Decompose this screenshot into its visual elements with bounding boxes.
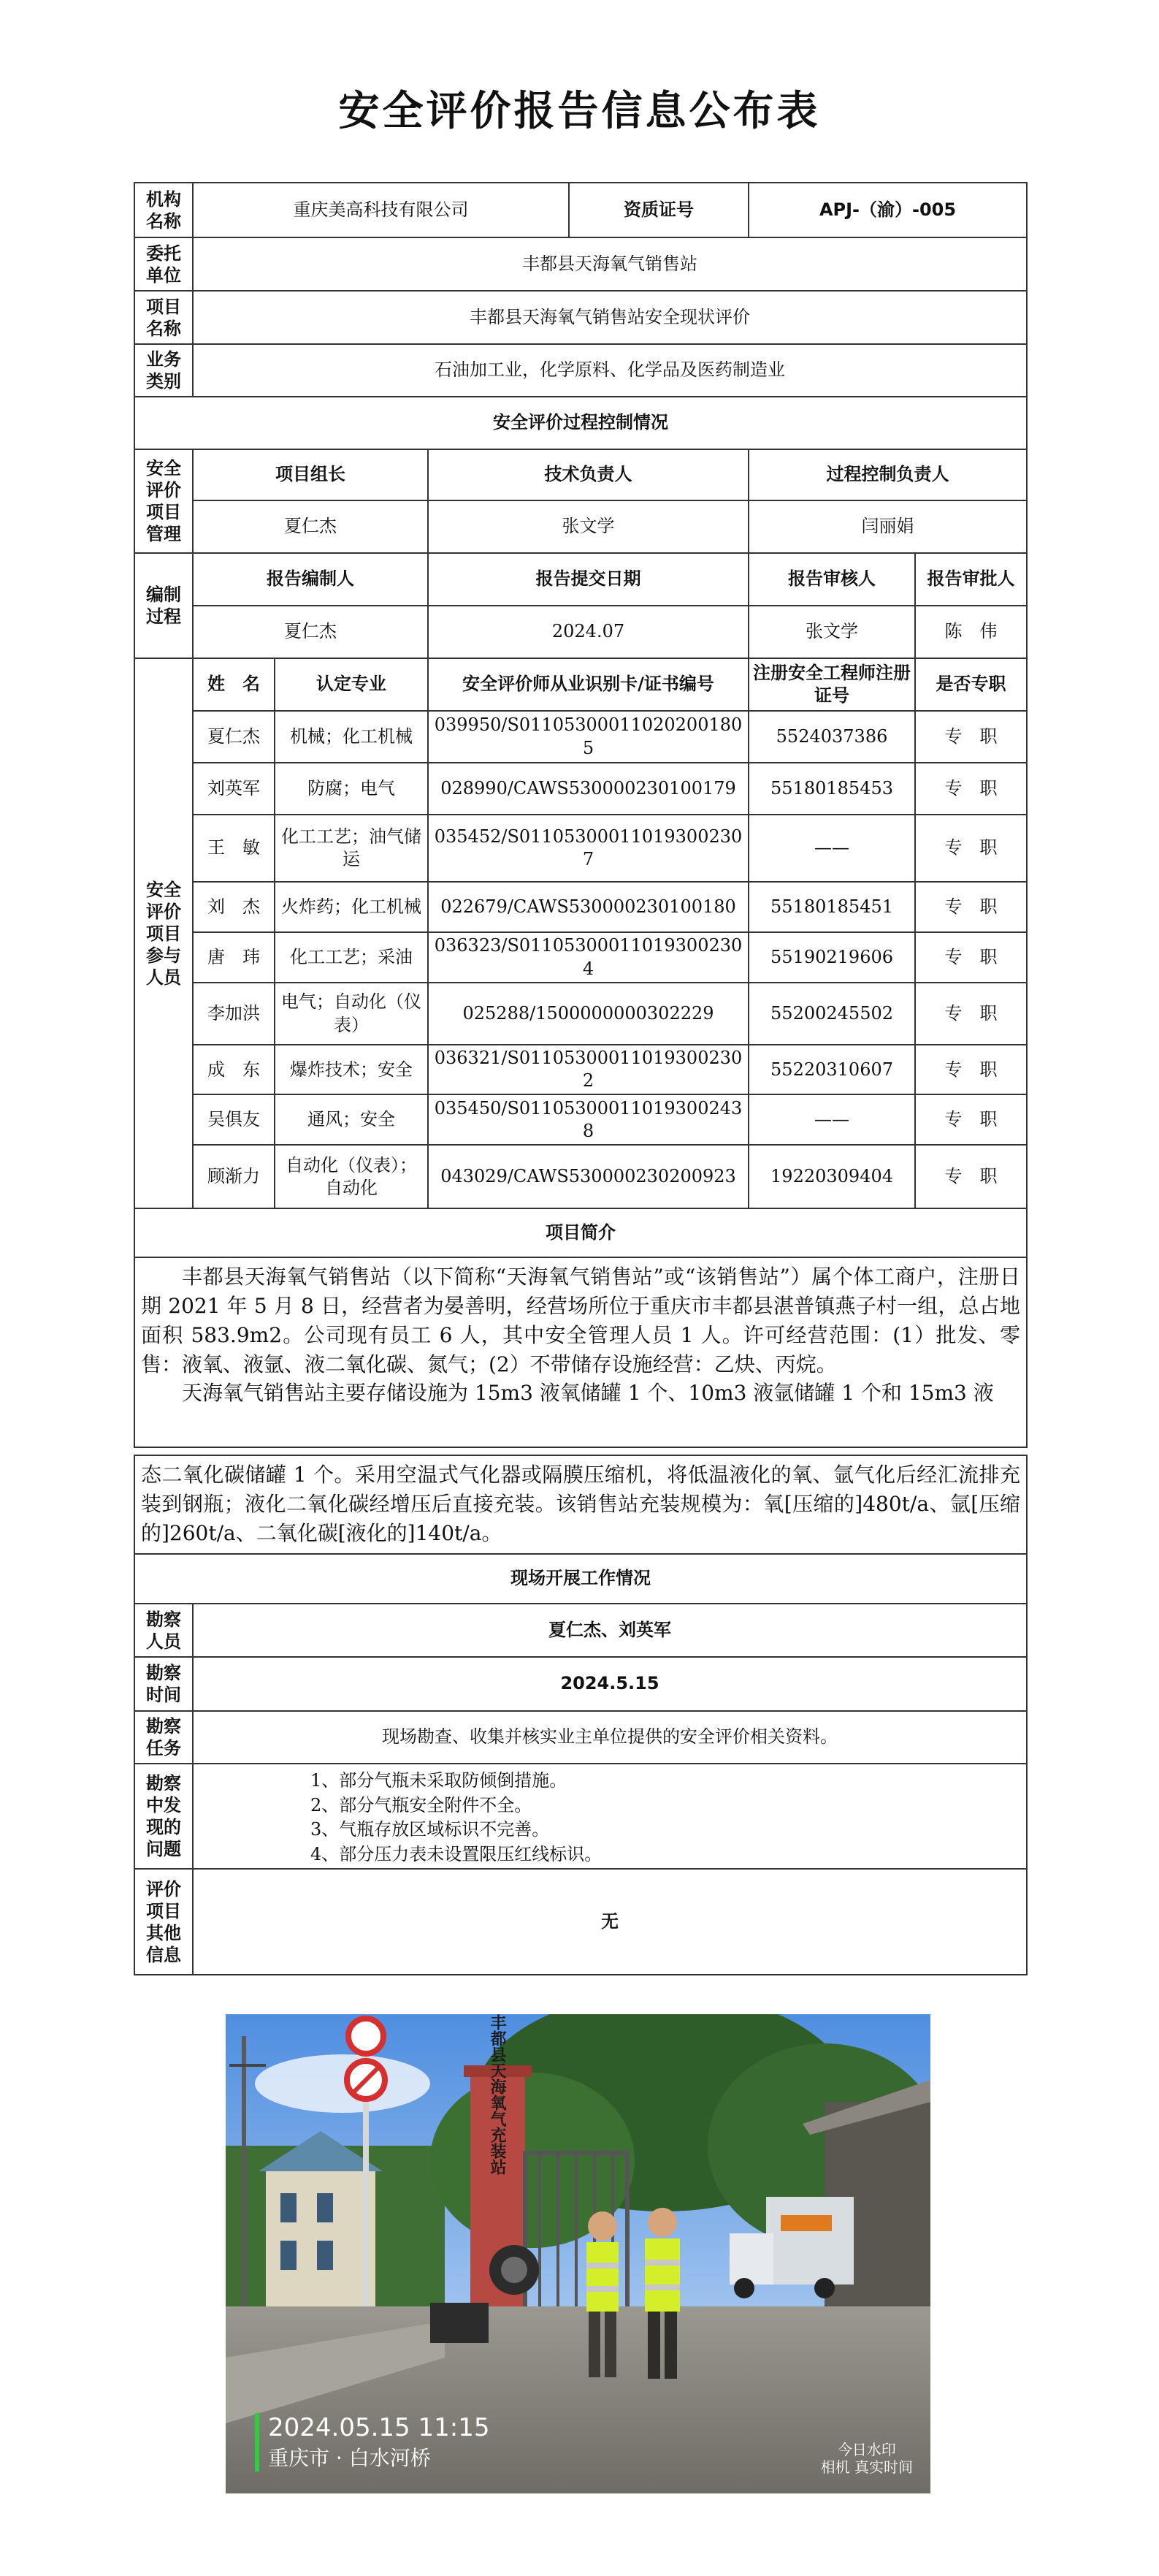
survey-time-label: 勘察时间 — [134, 1657, 193, 1711]
compile-label: 编制过程 — [134, 553, 193, 658]
staff-card: 028990/CAWS530000230100179 — [428, 763, 749, 815]
staff-major: 防腐；电气 — [275, 763, 428, 815]
table-row — [134, 882, 1027, 932]
staff-header-reg: 注册安全工程师注册证号 — [749, 658, 915, 711]
staff-fulltime: 专 职 — [915, 882, 1027, 932]
staff-header-card: 安全评价师从业识别卡/证书编号 — [428, 658, 749, 711]
staff-reg: 55180185451 — [749, 882, 915, 932]
mgmt-label: 安全评价项目管理 — [134, 449, 193, 553]
issues-label: 勘察中发现的问题 — [134, 1764, 193, 1869]
issues-list — [193, 1764, 1027, 1869]
gate-sign-text: 丰都县天海氧气充装站 — [488, 2014, 507, 2175]
staff-major: 爆炸技术；安全 — [275, 1045, 428, 1094]
timestamp-text: 2024.05.15 11:15 — [268, 2413, 490, 2442]
survey-time-value: 2024.5.15 — [193, 1657, 1027, 1711]
survey-people-value: 夏仁杰、刘英军 — [193, 1604, 1027, 1657]
compile-value-date: 2024.07 — [428, 606, 749, 658]
info-table-1 — [134, 182, 1028, 1448]
survey-task-label: 勘察任务 — [134, 1711, 193, 1764]
mgmt-value-leader: 夏仁杰 — [193, 500, 428, 553]
other-info-value: 无 — [193, 1869, 1027, 1975]
intro-paragraph-2: 天海氧气销售站主要存储设施为 15m3 液氧储罐 1 个、10m3 液氩储罐 1 个和 15m3 液 — [182, 1381, 994, 1406]
staff-reg: 55220310607 — [749, 1045, 915, 1094]
staff-fulltime: 专 职 — [915, 711, 1027, 763]
list-item: 2、部分气瓶安全附件不全。 — [310, 1794, 532, 1815]
staff-fulltime: 专 职 — [915, 763, 1027, 815]
org-value: 重庆美高科技有限公司 — [193, 183, 569, 237]
staff-fulltime: 专 职 — [915, 1045, 1027, 1094]
info-table-2 — [134, 1455, 1028, 1975]
table-row — [134, 1045, 1027, 1094]
table-row — [134, 815, 1027, 882]
intro-paragraph-2-cont: 态二氧化碳储罐 1 个。采用空温式气化器或隔膜压缩机，将低温液化的氧、氩气化后经汇流排充装到钢瓶；液化二氧化碳经增压后直接充装。该销售站充装规模为：氧[压缩的]480t/a、氩[压缩的]260t/a、二氧化碳[液化的]140t/a。 — [141, 1463, 1021, 1545]
org-label: 机构名称 — [134, 183, 193, 237]
site-work-title: 现场开展工作情况 — [134, 1554, 1027, 1604]
table-row — [134, 1145, 1027, 1208]
other-info-label: 评价项目其他信息 — [134, 1869, 193, 1975]
compile-header-approver: 报告审批人 — [915, 553, 1027, 606]
survey-people-label: 勘察人员 — [134, 1604, 193, 1657]
staff-reg: —— — [749, 815, 915, 882]
intro-title: 项目简介 — [134, 1208, 1027, 1257]
cert-value: APJ-（渝）-005 — [749, 183, 1027, 237]
staff-major: 化工工艺；采油 — [275, 932, 428, 983]
table-row — [134, 763, 1027, 815]
project-label: 项目名称 — [134, 291, 193, 344]
staff-major: 火炸药；化工机械 — [275, 882, 428, 932]
staff-name: 夏仁杰 — [193, 711, 275, 763]
staff-name: 王 敏 — [193, 815, 275, 882]
staff-card: 035452/S011053000110193002307 — [428, 815, 749, 882]
staff-reg: 55180185453 — [749, 763, 915, 815]
staff-card: 039950/S011053000110202001805 — [428, 711, 749, 763]
staff-name: 唐 玮 — [193, 932, 275, 983]
process-section-title: 安全评价过程控制情况 — [134, 397, 1027, 449]
camera-watermark — [821, 2441, 913, 2476]
table-row — [134, 1094, 1027, 1145]
watermark-line-2: 相机 真实时间 — [820, 2458, 913, 2476]
staff-card: 035450/S011053000110193002438 — [428, 1094, 749, 1145]
cert-label: 资质证号 — [569, 183, 749, 237]
staff-name: 刘英军 — [193, 763, 275, 815]
staff-major: 自动化（仪表）；自动化 — [275, 1145, 428, 1208]
compile-value-author: 夏仁杰 — [193, 606, 428, 658]
staff-reg: 5524037386 — [749, 711, 915, 763]
compile-value-reviewer: 张文学 — [749, 606, 915, 658]
compile-header-reviewer: 报告审核人 — [749, 553, 915, 606]
survey-task-value: 现场勘查、收集并核实业主单位提供的安全评价相关资料。 — [193, 1711, 1027, 1764]
client-value: 丰都县天海氧气销售站 — [193, 237, 1027, 291]
compile-value-approver: 陈 伟 — [915, 606, 1027, 658]
compile-header-date: 报告提交日期 — [428, 553, 749, 606]
mgmt-value-tech: 张文学 — [428, 500, 749, 553]
staff-name: 刘 杰 — [193, 882, 275, 932]
staff-major: 化工工艺；油气储运 — [275, 815, 428, 882]
watermark-line-1: 今日水印 — [837, 2441, 896, 2458]
table-row — [134, 711, 1027, 763]
staff-major: 通风；安全 — [275, 1094, 428, 1145]
business-label: 业务类别 — [134, 344, 193, 397]
staff-major: 机械；化工机械 — [275, 711, 428, 763]
business-value: 石油加工业，化学原料、化学品及医药制造业 — [193, 344, 1027, 397]
mgmt-header-leader: 项目组长 — [193, 449, 428, 500]
staff-fulltime: 专 职 — [915, 1145, 1027, 1208]
project-value: 丰都县天海氧气销售站安全现状评价 — [193, 291, 1027, 344]
staff-fulltime: 专 职 — [915, 1094, 1027, 1145]
intro-paragraph-1: 丰都县天海氧气销售站（以下简称“天海氧气销售站”或“该销售站”）属个体工商户，注册日期 2021 年 5 月 8 日，经营者为晏善明，经营场所位于重庆市丰都县湛普镇燕子村一组，总占地面积 583.9m2。公司现有员工 6 人，其中安全管理人员 1 人。许可经营范围：(1）批发、零售：液氧、液氩、液二氧化碳、氮气；(2）不带储存设施经营：乙炔、丙烷。 — [141, 1265, 1021, 1376]
staff-reg: —— — [749, 1094, 915, 1145]
staff-name: 顾渐力 — [193, 1145, 275, 1208]
mgmt-header-tech: 技术负责人 — [428, 449, 749, 500]
staff-reg: 55200245502 — [749, 983, 915, 1045]
staff-card: 036323/S011053000110193002304 — [428, 932, 749, 983]
staff-name: 吴俱友 — [193, 1094, 275, 1145]
table-row — [134, 983, 1027, 1045]
staff-major: 电气；自动化（仪表） — [275, 983, 428, 1045]
mgmt-header-control: 过程控制负责人 — [749, 449, 1027, 500]
staff-reg: 19220309404 — [749, 1145, 915, 1208]
staff-header-major: 认定专业 — [275, 658, 428, 711]
staff-card: 025288/1500000000302229 — [428, 983, 749, 1045]
page-title: 安全评价报告信息公布表 — [338, 88, 821, 135]
intro-body — [134, 1257, 1027, 1447]
list-item: 3、气瓶存放区域标识不完善。 — [310, 1819, 550, 1840]
client-label: 委托单位 — [134, 237, 193, 291]
compile-header-author: 报告编制人 — [193, 553, 428, 606]
intro-continued — [134, 1455, 1027, 1554]
staff-card: 043029/CAWS530000230200923 — [428, 1145, 749, 1208]
staff-card: 022679/CAWS530000230100180 — [428, 882, 749, 932]
mgmt-value-control: 闫丽娟 — [749, 500, 1027, 553]
staff-label: 安全评价项目参与人员 — [134, 658, 193, 1208]
staff-fulltime: 专 职 — [915, 815, 1027, 882]
staff-fulltime: 专 职 — [915, 932, 1027, 983]
list-item: 1、部分气瓶未采取防倾倒措施。 — [310, 1770, 567, 1791]
location-text: 重庆市 · 白水河桥 — [268, 2446, 431, 2470]
photo-timestamp — [255, 2413, 489, 2472]
list-item: 4、部分压力表未设置限压红线标识。 — [310, 1843, 603, 1864]
staff-name: 李加洪 — [193, 983, 275, 1045]
site-photo — [226, 2014, 930, 2493]
table-row — [134, 932, 1027, 983]
staff-header-name: 姓 名 — [193, 658, 275, 711]
staff-fulltime: 专 职 — [915, 983, 1027, 1045]
staff-card: 036321/S011053000110193002302 — [428, 1045, 749, 1094]
staff-name: 成 东 — [193, 1045, 275, 1094]
staff-header-fulltime: 是否专职 — [915, 658, 1027, 711]
staff-reg: 55190219606 — [749, 932, 915, 983]
